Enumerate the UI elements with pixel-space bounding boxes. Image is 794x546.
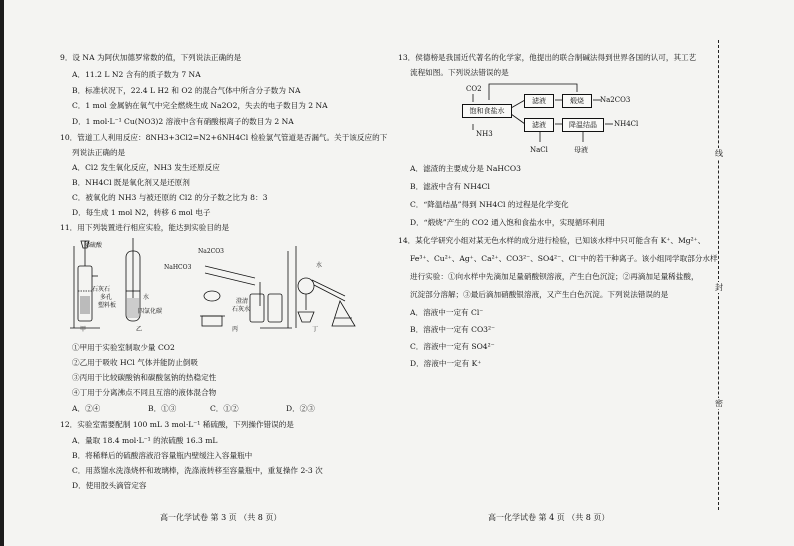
q11-statement-4: ④丁用于分离沸点不同且互溶的液体混合物 bbox=[72, 388, 217, 397]
q11-statement-1: ①甲用于实验室制取少量 CO2 bbox=[72, 343, 175, 352]
q11-option-b: B．①③ bbox=[148, 404, 177, 413]
caption-bing: 丙 bbox=[232, 326, 239, 333]
q14-stem-2: Fe³⁺、Cu²⁺、Ag⁺、Ca²⁺、CO3²⁻、SO4²⁻、Cl⁻中的若干种离子。该小组同学取部分水样 bbox=[410, 254, 718, 263]
flow-co2: CO2 bbox=[466, 85, 482, 93]
left-page-footer: 高一化学试卷 第 3 页 （共 8 页） bbox=[160, 513, 282, 522]
q12-stem: 12．实验室需要配制 100 mL 3 mol·L⁻¹ 稀硫酸，下列操作错误的是 bbox=[60, 420, 294, 429]
q14-stem-4: 沉淀部分溶解；③最后滴加硝酸银溶液，又产生白色沉淀。下列说法错误的是 bbox=[410, 290, 669, 299]
label-limestone: 石灰石 bbox=[92, 286, 111, 293]
q9-option-b: B．标准状况下，22.4 L H2 和 O2 的混合气体中所含分子数为 NA bbox=[72, 86, 301, 95]
q14-option-c: C．溶液中一定有 SO4²⁻ bbox=[410, 342, 495, 351]
label-nahco3: NaHCO3 bbox=[164, 264, 192, 271]
label-limewater-2: 石灰水 bbox=[232, 306, 251, 313]
flow-nh4cl: NH4Cl bbox=[614, 120, 639, 128]
q9-option-d: D．1 mol·L⁻¹ Cu(NO3)2 溶液中含有硝酸根离子的数目为 2 NA bbox=[72, 117, 294, 126]
flow-brine-box: 饱和食盐水 bbox=[462, 104, 512, 118]
gutter-char-feng: 封 bbox=[711, 282, 727, 293]
q11-statement-2: ②乙用于吸收 HCl 气体并能防止倒吸 bbox=[72, 358, 198, 367]
label-ccl4: 四氯化碳 bbox=[138, 308, 163, 315]
label-limewater: 澄清 bbox=[236, 298, 249, 305]
q11-statement-3: ③丙用于比较碳酸钠和碳酸氢钠的热稳定性 bbox=[72, 373, 217, 382]
flow-na2co3: Na2CO3 bbox=[600, 96, 631, 104]
q13-stem-2: 流程如图。下列说法错误的是 bbox=[410, 68, 509, 77]
flow-nh3: NH3 bbox=[476, 130, 493, 138]
label-porous: 多孔 bbox=[100, 294, 113, 301]
caption-ding: 丁 bbox=[312, 326, 319, 333]
flow-filter-box-1: 滤液 bbox=[524, 94, 554, 108]
q10-option-c: C．被氧化的 NH3 与被还原的 Cl2 的分子数之比为 8：3 bbox=[72, 193, 268, 202]
q10-option-d: D．每生成 1 mol N2，转移 6 mol 电子 bbox=[72, 208, 211, 217]
caption-yi: 乙 bbox=[136, 326, 143, 333]
q14-option-d: D．溶液中一定有 K⁺ bbox=[410, 359, 482, 368]
q14-option-a: A．溶液中一定有 Cl⁻ bbox=[410, 308, 484, 317]
q12-option-c: C．用蒸馏水洗涤烧杯和玻璃棒，洗涤液转移至容量瓶中，重复操作 2-3 次 bbox=[72, 466, 323, 475]
right-page-footer: 高一化学试卷 第 4 页 （共 8 页） bbox=[488, 513, 610, 522]
q13-option-c: C．“降温结晶”得到 NH4Cl 的过程是化学变化 bbox=[410, 200, 569, 209]
q10-option-b: B．NH4Cl 既是氧化剂又是还原剂 bbox=[72, 178, 190, 187]
q10-option-a: A．Cl2 发生氧化反应，NH3 发生还原反应 bbox=[72, 163, 220, 172]
q11-option-a: A．②④ bbox=[72, 404, 101, 413]
q11-option-d: D．②③ bbox=[286, 404, 315, 413]
label-na2co3: Na2CO3 bbox=[198, 248, 224, 255]
label-dilute-h2so4: 稀硫酸 bbox=[84, 242, 103, 249]
flow-mother-liquor: 母液 bbox=[574, 146, 588, 154]
gutter-char-mi: 密 bbox=[711, 398, 727, 409]
caption-jia: 甲 bbox=[80, 326, 87, 333]
label-water-ding: 水 bbox=[316, 262, 323, 269]
q14-option-b: B．溶液中一定有 CO3²⁻ bbox=[410, 325, 496, 334]
q13-option-b: B．滤液中含有 NH4Cl bbox=[410, 182, 490, 191]
label-plastic-plate: 塑料板 bbox=[98, 302, 117, 309]
q13-option-a: A．滤渣的主要成分是 NaHCO3 bbox=[410, 164, 521, 173]
flow-cool-box: 降温结晶 bbox=[562, 118, 604, 132]
flow-filter-box-2: 滤液 bbox=[524, 118, 554, 132]
q13-option-d: D．“煅烧”产生的 CO2 通入饱和食盐水中，实现循环利用 bbox=[410, 218, 606, 227]
binding-line bbox=[718, 40, 721, 510]
q12-option-a: A．量取 18.4 mol·L⁻¹ 的浓硫酸 16.3 mL bbox=[72, 436, 218, 445]
q10-stem-1: 10．管道工人利用反应：8NH3+3Cl2=N2+6NH4Cl 检验氯气管道是否漏气。关于该反应的下 bbox=[60, 133, 388, 142]
q10-stem-2: 列说法正确的是 bbox=[72, 148, 126, 157]
q12-option-b: B．将稀释后的硫酸溶液沿容量瓶内壁缓注入容量瓶中 bbox=[72, 451, 253, 460]
gutter-char-xian: 线 bbox=[711, 148, 727, 159]
label-water-yi: 水 bbox=[143, 294, 150, 301]
q12-option-d: D．使用胶头滴管定容 bbox=[72, 481, 147, 490]
flow-nacl: NaCl bbox=[530, 146, 548, 154]
q13-stem-1: 13．侯德榜是我国近代著名的化学家，他提出的联合制碱法得到世界各国的认可，其工艺 bbox=[398, 53, 697, 62]
q11-stem: 11．用下列装置进行相应实验，能达到实验目的是 bbox=[60, 223, 230, 232]
q14-stem-3: 进行实验：①向水样中先滴加足量硝酸钡溶液，产生白色沉淀；②再滴加足量稀盐酸， bbox=[410, 272, 699, 281]
q11-option-c: C．①② bbox=[210, 404, 239, 413]
q9-stem: 9．设 NA 为阿伏加德罗常数的值，下列说法正确的是 bbox=[60, 53, 242, 62]
q14-stem-1: 14．某化学研究小组对某无色水样的成分进行检验，已知该水样中只可能含有 K⁺、Mg²⁺、 bbox=[398, 236, 706, 245]
q9-option-a: A．11.2 L N2 含有的质子数为 7 NA bbox=[72, 70, 201, 79]
q9-option-c: C．1 mol 金属钠在氧气中完全燃烧生成 Na2O2，失去的电子数目为 2 NA bbox=[72, 101, 328, 110]
flow-calcine-box: 煅烧 bbox=[562, 94, 592, 108]
